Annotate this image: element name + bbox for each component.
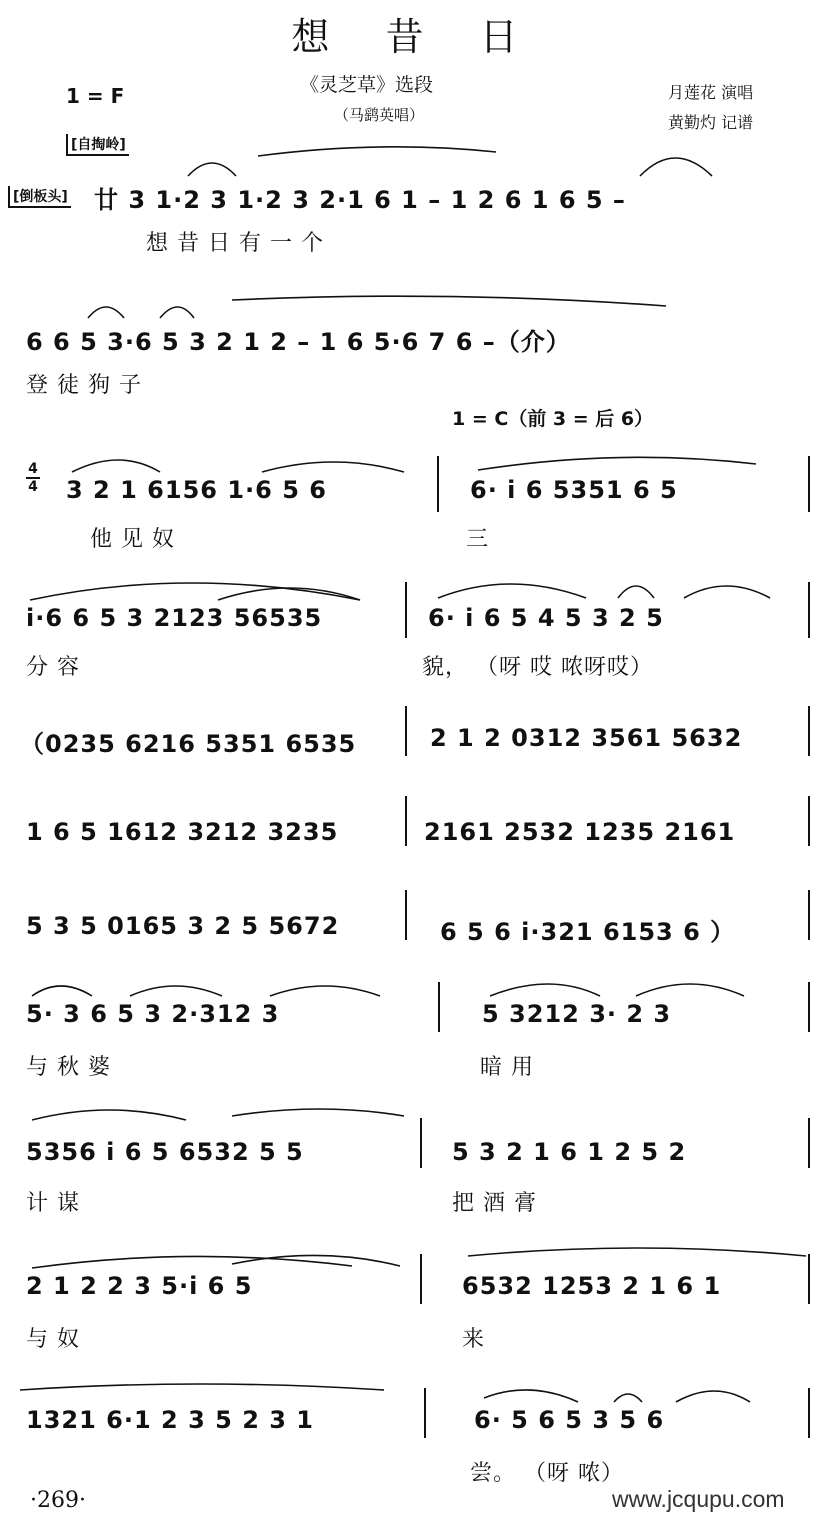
singer-note: （马鹞英唱） bbox=[334, 106, 425, 124]
notation-row-8b: 5 3212 3· 2 3 bbox=[482, 1000, 672, 1028]
key-signature: 1 = F bbox=[66, 84, 125, 108]
tempo-tag: [自掏岭] bbox=[66, 134, 129, 156]
lyrics-row-10b: 来 bbox=[462, 1327, 486, 1352]
lyrics-row-9b: 把 酒 膏 bbox=[452, 1191, 537, 1216]
time-signature-bottom: 4 bbox=[28, 479, 38, 495]
page-title: 想 昔 日 bbox=[291, 15, 540, 59]
modulation-mark: 1 = C（前 3 = 后 6） bbox=[452, 408, 654, 430]
notation-row-5b: 2 1 2 0312 3561 5632 bbox=[430, 724, 743, 752]
notation-row-4a: i·6 6 5 3 2123 56535 bbox=[26, 604, 323, 632]
notation-row-11a: 1321 6·1 2 3 5 2 3 1 bbox=[26, 1406, 314, 1434]
notation-row-6b: 2161 2532 1235 2161 bbox=[424, 818, 736, 846]
lyrics-row-10a: 与 奴 bbox=[26, 1327, 80, 1352]
lyrics-row-3b: 三 bbox=[466, 527, 490, 552]
lyrics-row-9a: 计 谋 bbox=[26, 1191, 80, 1216]
credit-singer: 月莲花 演唱 bbox=[668, 83, 754, 102]
notation-row-4b: 6· i 6 5 4 5 3 2 5 bbox=[428, 604, 664, 632]
time-signature-top: 4 bbox=[28, 461, 38, 477]
notation-row-10b: 6532 1253 2 1 6 1 bbox=[462, 1272, 722, 1300]
subtitle: 《灵芝草》选段 bbox=[300, 74, 434, 96]
notation-row-1: 廿 3 1·2 3 1·2 3 2·1 6 1 – 1 2 6 1 6 5 – bbox=[94, 186, 626, 214]
credit-transcriber: 黄勤灼 记谱 bbox=[668, 113, 754, 132]
lyrics-row-3a: 他 见 奴 bbox=[90, 527, 175, 552]
notation-row-9b: 5 3 2 1 6 1 2 5 2 bbox=[452, 1138, 687, 1166]
notation-row-2: 6 6 5 3·6 5 3 2 1 2 – 1 6 5·6 7 6 –（介） bbox=[26, 328, 571, 356]
notation-row-8a: 5· 3 6 5 3 2·312 3 bbox=[26, 1000, 280, 1028]
lyrics-row-4b: 貌， （呀 哎 哝呀哎） bbox=[422, 655, 653, 680]
notation-row-7b: 6 5 6 i·321 6153 6 ） bbox=[440, 918, 736, 946]
lyrics-row-4a: 分 容 bbox=[26, 655, 80, 680]
section-tag: [倒板头] bbox=[8, 186, 71, 208]
notation-row-11b: 6· 5 6 5 3 5 6 bbox=[474, 1406, 665, 1434]
page-number: ·269· bbox=[30, 1488, 86, 1513]
notation-row-9a: 5356 i 6 5 6532 5 5 bbox=[26, 1138, 304, 1166]
notation-row-5a: （0235 6216 5351 6535 bbox=[20, 730, 357, 758]
lyrics-row-2: 登 徒 狗 子 bbox=[26, 373, 142, 398]
notation-row-10a: 2 1 2 2 3 5·i 6 5 bbox=[26, 1272, 253, 1300]
lyrics-row-8a: 与 秋 婆 bbox=[26, 1055, 111, 1080]
watermark-url: www.jcqupu.com bbox=[612, 1486, 785, 1512]
notation-row-6a: 1 6 5 1612 3212 3235 bbox=[26, 818, 339, 846]
notation-row-3a: 3 2 1 6156 1·6 5 6 bbox=[66, 476, 327, 504]
lyrics-row-1: 想 昔 日 有 一 个 bbox=[146, 231, 324, 256]
notation-row-3b: 6· i 6 5351 6 5 bbox=[470, 476, 678, 504]
notation-row-7a: 5 3 5 0165 3 2 5 5672 bbox=[26, 912, 340, 940]
lyrics-row-11b: 尝。 （呀 哝） bbox=[470, 1461, 624, 1486]
lyrics-row-8b: 暗 用 bbox=[480, 1055, 534, 1080]
